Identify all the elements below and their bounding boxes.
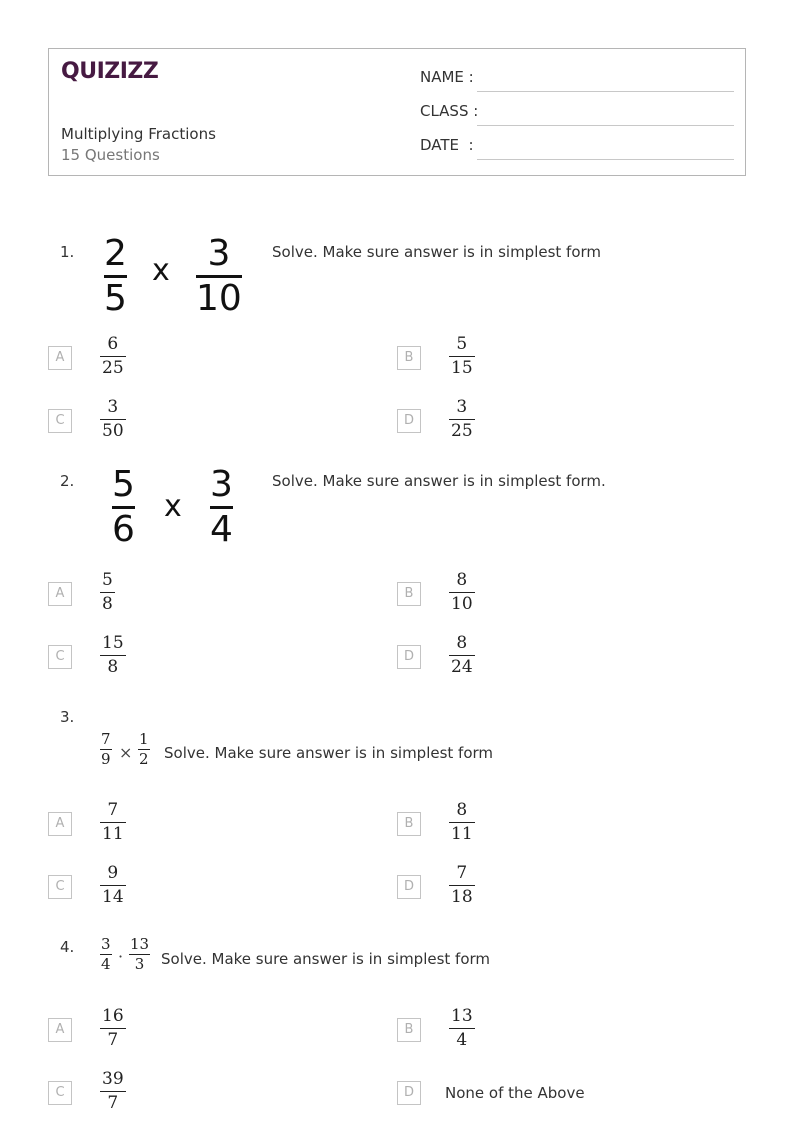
worksheet-title: Multiplying Fractions xyxy=(61,125,216,143)
date-field[interactable] xyxy=(420,136,734,158)
option-c-box[interactable]: C xyxy=(48,875,72,899)
option-d-box[interactable]: D xyxy=(397,1081,421,1105)
denominator: 15 xyxy=(451,357,473,378)
option-d-fraction xyxy=(449,634,475,676)
denominator: 5 xyxy=(104,277,127,319)
option-a-fraction xyxy=(100,801,126,843)
denominator: 10 xyxy=(196,277,242,319)
name-label: NAME : xyxy=(420,68,474,86)
option-c-fraction xyxy=(100,1070,126,1112)
denominator: 11 xyxy=(102,823,124,844)
denominator: 18 xyxy=(451,886,473,907)
numerator: 13 xyxy=(130,935,150,953)
denominator: 9 xyxy=(101,749,111,768)
denominator: 4 xyxy=(210,508,233,550)
option-d-box[interactable]: D xyxy=(397,645,421,669)
option-a-box[interactable]: A xyxy=(48,1018,72,1042)
option-a-box[interactable]: A xyxy=(48,346,72,370)
multiply-sign: x xyxy=(164,489,182,524)
option-d-fraction xyxy=(449,864,475,906)
numerator: 3 xyxy=(107,397,119,417)
denominator: 4 xyxy=(101,954,111,973)
numerator: 9 xyxy=(107,863,119,883)
denominator: 2 xyxy=(139,749,149,768)
option-d-text: None of the Above xyxy=(445,1084,585,1102)
question-number: 4. xyxy=(60,938,75,956)
numerator: 5 xyxy=(112,464,135,505)
question-number: 1. xyxy=(60,243,75,261)
denominator: 11 xyxy=(451,823,473,844)
option-a-fraction xyxy=(100,1007,126,1049)
numerator: 6 xyxy=(107,334,119,354)
name-line xyxy=(477,91,734,92)
date-label: DATE : xyxy=(420,136,474,154)
option-b-box[interactable]: B xyxy=(397,582,421,606)
question-text: Solve. Make sure answer is in simplest form xyxy=(272,243,602,261)
numerator: 15 xyxy=(102,633,124,653)
numerator: 3 xyxy=(207,233,231,274)
question-text: Solve. Make sure answer is in simplest form xyxy=(161,950,491,968)
expression-fraction-1 xyxy=(100,936,112,972)
question-image-fraction-2 xyxy=(196,234,242,318)
numerator: 7 xyxy=(107,800,119,820)
option-c-box[interactable]: C xyxy=(48,409,72,433)
date-line xyxy=(477,159,734,160)
denominator: 4 xyxy=(456,1029,468,1050)
option-b-fraction xyxy=(449,571,475,613)
numerator: 8 xyxy=(456,633,468,653)
numerator: 16 xyxy=(102,1006,124,1026)
question-image-fraction-2 xyxy=(210,465,233,549)
option-b-fraction xyxy=(449,801,475,843)
denominator: 7 xyxy=(107,1092,119,1113)
worksheet-header xyxy=(48,48,746,176)
numerator: 3 xyxy=(101,935,111,953)
option-d-box[interactable]: D xyxy=(397,875,421,899)
question-image-fraction-1 xyxy=(104,234,127,318)
denominator: 14 xyxy=(102,886,124,907)
option-a-box[interactable]: A xyxy=(48,582,72,606)
question-count: 15 Questions xyxy=(61,146,160,164)
option-c-fraction xyxy=(100,398,126,440)
numerator: 3 xyxy=(456,397,468,417)
numerator: 5 xyxy=(102,570,113,590)
denominator: 6 xyxy=(112,508,135,550)
denominator: 10 xyxy=(451,593,473,614)
class-line xyxy=(477,125,734,126)
option-b-box[interactable]: B xyxy=(397,1018,421,1042)
option-a-fraction xyxy=(100,335,126,377)
option-c-fraction xyxy=(100,864,126,906)
denominator: 3 xyxy=(134,954,145,973)
question-image-fraction-1 xyxy=(112,465,135,549)
option-b-box[interactable]: B xyxy=(397,346,421,370)
option-b-box[interactable]: B xyxy=(397,812,421,836)
question-text: Solve. Make sure answer is in simplest form xyxy=(164,744,494,762)
option-b-fraction xyxy=(449,1007,475,1049)
numerator: 39 xyxy=(102,1069,124,1089)
denominator: 25 xyxy=(102,357,124,378)
denominator: 7 xyxy=(107,1029,119,1050)
numerator: 7 xyxy=(456,863,468,883)
option-d-box[interactable]: D xyxy=(397,409,421,433)
option-c-box[interactable]: C xyxy=(48,1081,72,1105)
class-label: CLASS : xyxy=(420,102,479,120)
denominator: 8 xyxy=(107,656,119,677)
question-number: 2. xyxy=(60,472,75,490)
option-c-fraction xyxy=(100,634,126,676)
denominator: 24 xyxy=(451,656,473,677)
numerator: 7 xyxy=(101,730,111,748)
option-a-box[interactable]: A xyxy=(48,812,72,836)
numerator: 8 xyxy=(456,570,468,590)
numerator: 5 xyxy=(456,334,468,354)
numerator: 2 xyxy=(104,233,127,274)
question-number: 3. xyxy=(60,708,75,726)
multiply-sign: × xyxy=(119,743,133,762)
multiply-dot: · xyxy=(118,947,124,966)
denominator: 25 xyxy=(451,420,473,441)
option-d-fraction xyxy=(449,398,475,440)
class-field[interactable] xyxy=(420,102,734,124)
name-field[interactable] xyxy=(420,68,734,90)
denominator: 50 xyxy=(102,420,124,441)
option-c-box[interactable]: C xyxy=(48,645,72,669)
numerator: 1 xyxy=(139,730,149,748)
quizizz-logo: QUIZIZZ xyxy=(61,59,159,84)
expression-fraction-1 xyxy=(100,731,112,767)
expression-fraction-2 xyxy=(129,936,150,972)
expression-fraction-2 xyxy=(138,731,150,767)
option-b-fraction xyxy=(449,335,475,377)
multiply-sign: x xyxy=(152,253,170,288)
denominator: 8 xyxy=(102,593,113,614)
numerator: 8 xyxy=(456,800,468,820)
question-text: Solve. Make sure answer is in simplest form. xyxy=(272,472,606,490)
option-a-fraction xyxy=(100,571,115,613)
numerator: 13 xyxy=(451,1006,473,1026)
numerator: 3 xyxy=(210,464,233,505)
